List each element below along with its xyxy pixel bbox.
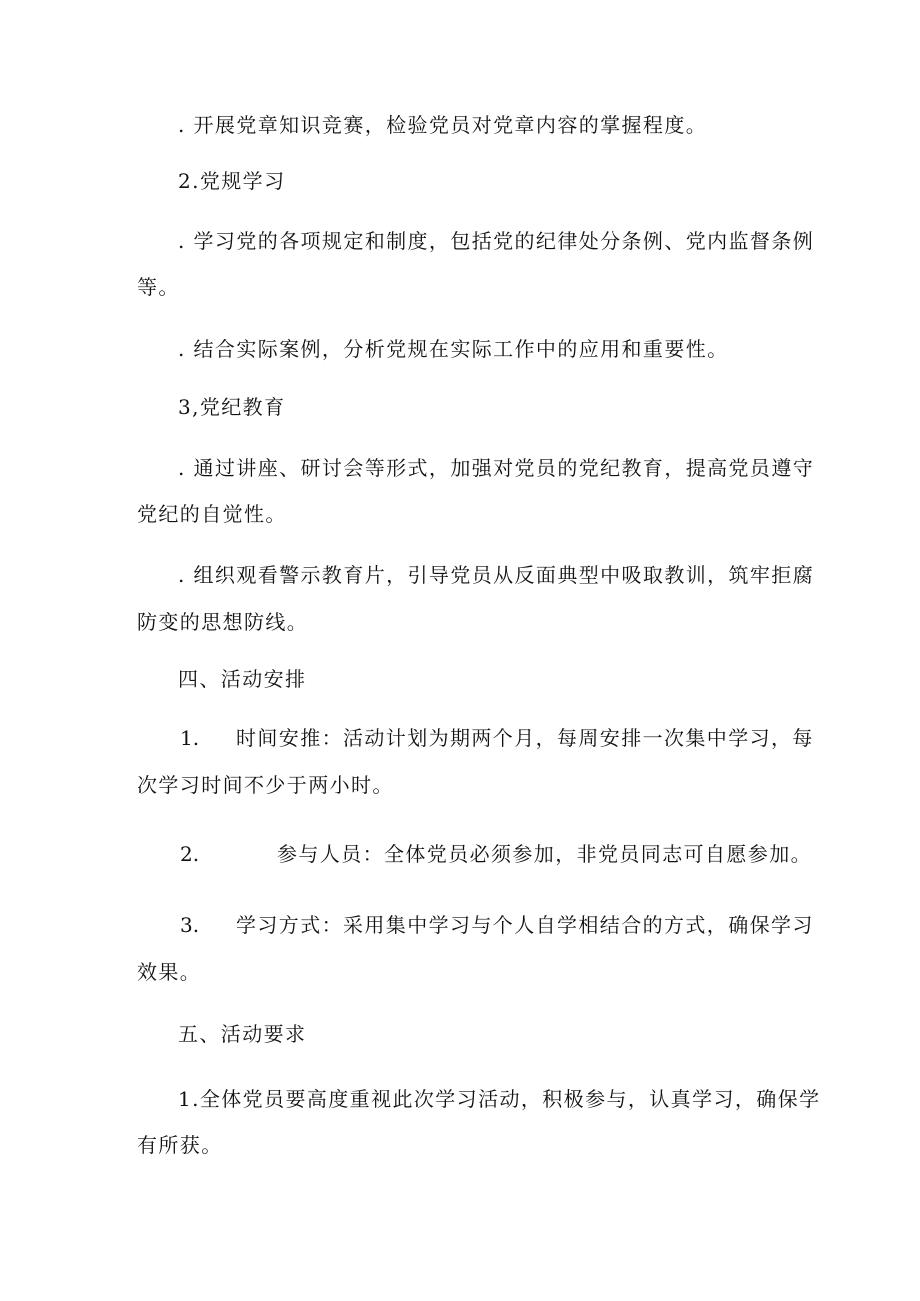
list-item-text: 参与人员：全体党员必须参加，非党员同志可自愿参加。 <box>277 842 812 866</box>
section-heading: 五、活动要求 <box>178 1022 307 1046</box>
paragraph-line: 效果。 <box>137 960 202 984</box>
paragraph-line: 有所获。 <box>137 1133 223 1157</box>
paragraph-line: . 组织观看警示教育片，引导党员从反面典型中吸取教训，筑牢拒腐 <box>178 563 815 587</box>
section-heading: 2.党规学习 <box>178 169 286 193</box>
section-heading: 四、活动安排 <box>178 667 307 691</box>
paragraph-line: 1.全体党员要高度重视此次学习活动，积极参与，认真学习，确保学 <box>178 1087 821 1111</box>
paragraph-line: 等。 <box>137 275 180 299</box>
paragraph-line: . 学习党的各项规定和制度，包括党的纪律处分条例、党内监督条例 <box>178 229 815 253</box>
paragraph-line: . 开展党章知识竞赛，检验党员对党章内容的掌握程度。 <box>178 113 708 137</box>
paragraph-line: 党纪的自觉性。 <box>137 502 287 526</box>
list-item-text: 时间安推：活动计划为期两个月，每周安排一次集中学习，每 <box>236 726 814 750</box>
paragraph-line: 防变的思想防线。 <box>137 610 309 634</box>
section-heading: 3,党纪教育 <box>178 395 286 419</box>
list-number: 1. <box>180 726 200 750</box>
list-item-text: 学习方式：采用集中学习与个人自学相结合的方式，确保学习 <box>236 913 814 937</box>
paragraph-line: 次学习时间不少于两小时。 <box>137 773 394 797</box>
paragraph-line: . 通过讲座、研讨会等形式，加强对党员的党纪教育，提高党员遵守 <box>178 456 815 480</box>
list-number: 2. <box>180 842 200 866</box>
list-number: 3. <box>180 913 200 937</box>
paragraph-line: . 结合实际案例，分析党规在实际工作中的应用和重要性。 <box>178 337 729 361</box>
